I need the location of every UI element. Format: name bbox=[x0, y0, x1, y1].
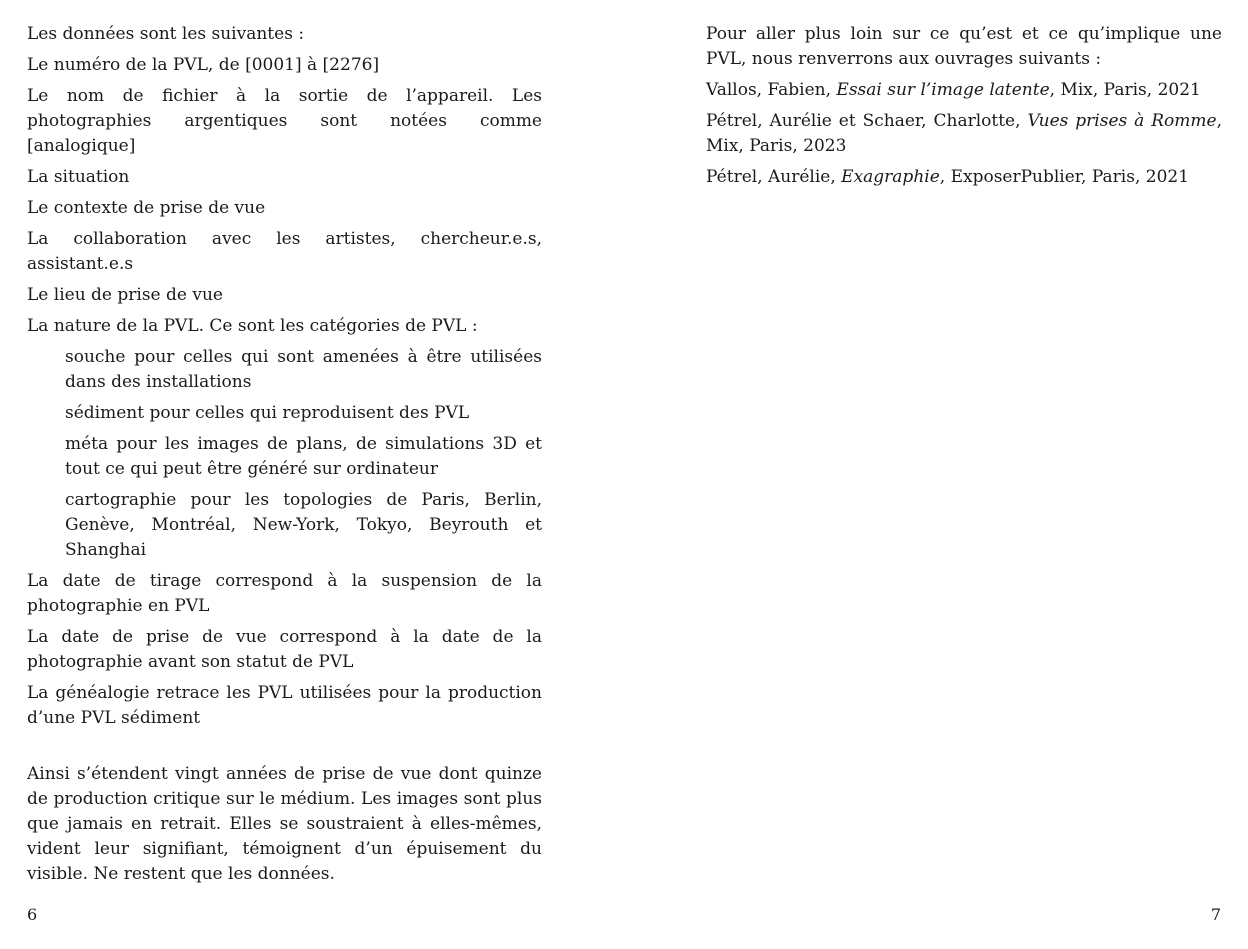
data-item-shot-date: La date de prise de vue correspond à la date de la photographie avant son statut de PVL bbox=[27, 627, 542, 672]
reference-publisher: , Mix, Paris, 2021 bbox=[1049, 80, 1201, 100]
reference-title: Exagraphie bbox=[841, 167, 940, 187]
reference-author: Vallos, Fabien, bbox=[706, 80, 837, 100]
page-number-left: 6 bbox=[27, 905, 38, 924]
category-meta: méta pour les images de plans, de simulations 3D et tout ce qui peut être généré sur ordinateur bbox=[65, 434, 542, 479]
reference-author: Pétrel, Aurélie et Schaer, Charlotte, bbox=[706, 111, 1028, 131]
category-souche: souche pour celles qui sont amenées à être utilisées dans des installations bbox=[65, 347, 542, 392]
data-item-genealogy: La généalogie retrace les PVL utilisées pour la production d’une PVL sédiment bbox=[27, 683, 542, 728]
left-page-body bbox=[27, 22, 542, 893]
category-sediment: sédiment pour celles qui reproduisent des PVL bbox=[65, 403, 470, 423]
data-item-nature: La nature de la PVL. Ce sont les catégories de PVL : bbox=[27, 316, 478, 336]
data-item-location: Le lieu de prise de vue bbox=[27, 285, 223, 305]
data-item-print-date: La date de tirage correspond à la suspension de la photographie en PVL bbox=[27, 571, 542, 616]
page-number-right: 7 bbox=[1210, 905, 1221, 924]
data-item-filename: Le nom de fichier à la sortie de l’appareil. Les photographies argentiques sont notées comme [analogique] bbox=[27, 86, 542, 156]
data-intro: Les données sont les suivantes : bbox=[27, 24, 305, 44]
reference-item bbox=[706, 78, 1222, 103]
right-page-body bbox=[706, 22, 1222, 196]
reference-title: Vues prises à Romme bbox=[1027, 111, 1217, 131]
data-item-situation: La situation bbox=[27, 167, 130, 187]
references-intro: Pour aller plus loin sur ce qu’est et ce qu’implique une PVL, nous renverrons aux ouvrages suivants : bbox=[706, 24, 1222, 69]
data-item-collaboration: La collaboration avec les artistes, chercheur.e.s, assistant.e.s bbox=[27, 229, 542, 274]
reference-publisher: , Mix, Paris, 2023 bbox=[706, 111, 1222, 156]
reference-publisher: , ExposerPublier, Paris, 2021 bbox=[939, 167, 1190, 187]
category-cartographie: cartographie pour les topologies de Paris, Berlin, Genève, Montréal, New-York, Tokyo, Beyrouth et Shanghai bbox=[65, 490, 542, 560]
reference-title: Essai sur l’image latente bbox=[836, 80, 1050, 100]
reference-author: Pétrel, Aurélie, bbox=[706, 167, 842, 187]
reference-item bbox=[706, 109, 1222, 159]
closing-paragraph: Ainsi s’étendent vingt années de prise de vue dont quinze de production critique sur le médium. Les images sont plus que jamais en retrait. Elles se soustraient à elles-mêmes, vident leur signifiant, témoignent d’un épuisement du visible. Ne restent que les données. bbox=[27, 764, 542, 884]
data-item-number: Le numéro de la PVL, de [0001] à [2276] bbox=[27, 55, 380, 75]
right-page bbox=[624, 0, 1248, 949]
paragraph-gap bbox=[27, 737, 542, 762]
data-item-context: Le contexte de prise de vue bbox=[27, 198, 266, 218]
reference-item bbox=[706, 165, 1222, 190]
